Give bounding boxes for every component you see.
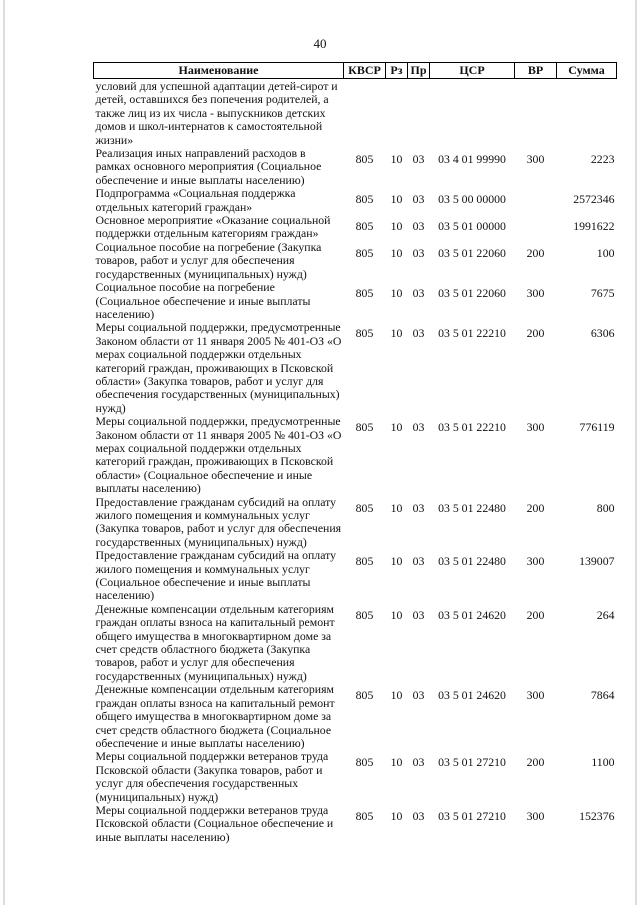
table-row [94,415,617,495]
cell-csr: 03 5 01 22060 [438,245,506,260]
cell-csr: 03 5 01 00000 [438,219,506,234]
cell-kvsr: 805 [355,152,374,167]
cell-name: Денежные компенсации отдельным категориям граждан оплаты взноса на капитальный ремонт общего имущества в многоквартирном доме за счет средств областного бюджета (Социальное обеспечение и иные выплаты населению) [95,682,335,750]
cell-kvsr: 805 [355,219,374,234]
cell-vr [515,79,557,148]
cell-kvsr: 805 [355,420,374,435]
cell-csr: 03 5 01 24620 [438,688,506,703]
cell-name: Предоставление гражданам субсидий на оплату жилого помещения и коммунальных услуг (Закупка товаров, работ и услуг для обеспечения государственных (муниципальных) нужд) [95,494,342,549]
header-name: Наименование [94,63,344,79]
cell-sum: 2223 [590,152,615,167]
header-csr: ЦСР [430,63,515,79]
cell-csr: 03 5 01 22480 [438,554,506,569]
cell-pr: 03 [412,152,425,167]
cell-vr: 300 [526,554,545,569]
cell-kvsr: 805 [355,286,374,301]
cell-rz: 10 [390,219,403,234]
table-row [94,804,617,844]
cell-csr: 03 5 01 27210 [438,755,506,770]
page-left-edge [3,0,5,905]
cell-csr: 03 5 01 24620 [438,607,506,622]
cell-pr: 03 [412,755,425,770]
cell-name: Социальное пособие на погребение (Социальное обеспечение и иные выплаты населению) [95,280,311,321]
cell-pr: 03 [412,192,425,207]
cell-csr: 03 5 01 22210 [438,420,506,435]
cell-name: условий для успешной адаптации детей-сирот и детей, оставшихся без попечения родителей, а также лиц из их числа - выпускников детских домов и школ-интернатов к самостоятельной жизни» [95,79,338,147]
cell-sum: 152376 [579,808,615,823]
table-row [94,496,617,550]
page-right-edge [635,0,637,905]
cell-rz: 10 [390,607,403,622]
header-rz: Рз [386,63,408,79]
cell-name: Меры социальной поддержки ветеранов труда Псковской области (Социальное обеспечение и иные выплаты населению) [95,802,334,844]
budget-table [93,62,617,844]
cell-kvsr: 805 [355,755,374,770]
table-row [94,321,617,415]
table-header-row [94,63,617,79]
cell-rz: 10 [390,192,403,207]
table-row [94,147,617,187]
cell-vr: 200 [526,245,545,260]
cell-csr: 03 5 01 22480 [438,500,506,515]
cell-sum: 800 [596,500,615,515]
cell-csr [430,79,515,148]
table-body [94,79,617,845]
cell-kvsr: 805 [355,554,374,569]
table-row [94,549,617,603]
table-row [94,683,617,750]
cell-name: Подпрограмма «Социальная поддержка отдельных категорий граждан» [95,186,296,214]
cell-name: Предоставление гражданам субсидий на оплату жилого помещения и коммунальных услуг (Социальное обеспечение и иные выплаты населению) [95,548,337,603]
cell-vr: 300 [526,286,545,301]
cell-name: Меры социальной поддержки, предусмотренные Законом области от 11 января 2005 № 401-ОЗ «О мерах социальной поддержки отдельных категорий граждан, проживающих в Псковской области» (Закупка товаров, работ и услуг для обеспечения государственных (муниципальных) нужд) [95,320,342,415]
cell-rz: 10 [390,245,403,260]
header-sum: Сумма [557,63,617,79]
cell-name: Основное мероприятие «Оказание социальной поддержки отдельным категориям граждан» [95,213,331,241]
cell-pr: 03 [412,607,425,622]
cell-pr: 03 [412,688,425,703]
cell-sum: 264 [596,607,615,622]
cell-name: Социальное пособие на погребение (Закупка товаров, работ и услуг для обеспечения государственных (муниципальных) нужд) [95,239,322,281]
cell-csr: 03 5 01 22210 [438,326,506,341]
cell-kvsr [344,79,386,148]
cell-rz: 10 [390,688,403,703]
cell-vr: 200 [526,607,545,622]
cell-csr: 03 5 01 22060 [438,286,506,301]
table-row [94,603,617,683]
cell-csr: 03 4 01 99990 [438,152,506,167]
cell-vr [515,214,557,241]
cell-pr: 03 [412,245,425,260]
cell-csr: 03 5 01 27210 [438,808,506,823]
cell-name: Денежные компенсации отдельным категориям граждан оплаты взноса на капитальный ремонт общего имущества в многоквартирном доме за счет средств областного бюджета (Закупка товаров, работ и услуг для обеспечения государственных (муниципальных) нужд) [95,601,335,683]
cell-rz: 10 [390,420,403,435]
table-row [94,241,617,281]
cell-rz: 10 [390,152,403,167]
cell-rz: 10 [390,808,403,823]
cell-pr: 03 [412,286,425,301]
cell-kvsr: 805 [355,808,374,823]
page-number: 40 [313,36,327,51]
cell-vr: 200 [526,326,545,341]
cell-name: Меры социальной поддержки ветеранов труда Псковской области (Закупка товаров, работ и услуг для обеспечения государственных (муниципальных) нужд) [95,749,329,804]
cell-vr: 200 [526,755,545,770]
cell-rz [386,79,408,148]
cell-vr [515,187,557,214]
cell-rz: 10 [390,500,403,515]
cell-sum: 1100 [591,755,615,770]
table-row [94,281,617,321]
cell-pr: 03 [412,326,425,341]
cell-sum [557,79,617,148]
table-row [94,214,617,241]
cell-rz: 10 [390,286,403,301]
cell-sum: 7864 [590,688,615,703]
cell-kvsr: 805 [355,607,374,622]
cell-vr: 200 [526,500,545,515]
cell-rz: 10 [390,755,403,770]
cell-sum: 100 [596,245,615,260]
cell-kvsr: 805 [355,192,374,207]
cell-pr: 03 [412,808,425,823]
cell-sum: 2572346 [573,192,615,207]
cell-pr: 03 [412,219,425,234]
cell-pr: 03 [412,500,425,515]
cell-rz: 10 [390,554,403,569]
cell-vr: 300 [526,420,545,435]
cell-csr: 03 5 00 00000 [438,192,506,207]
cell-sum: 776119 [579,420,615,435]
cell-vr: 300 [526,808,545,823]
cell-kvsr: 805 [355,326,374,341]
cell-rz: 10 [390,326,403,341]
header-pr: Пр [408,63,430,79]
cell-pr: 03 [412,554,425,569]
cell-sum: 6306 [590,326,615,341]
table-row [94,187,617,214]
table-row [94,79,617,148]
cell-kvsr: 805 [355,688,374,703]
cell-pr: 03 [412,420,425,435]
cell-kvsr: 805 [355,245,374,260]
table-row [94,750,617,804]
cell-kvsr: 805 [355,500,374,515]
header-vr: ВР [515,63,557,79]
cell-pr [408,79,430,148]
header-kvsr: КВСР [344,63,386,79]
cell-vr: 300 [526,152,545,167]
cell-vr: 300 [526,688,545,703]
cell-name: Меры социальной поддержки, предусмотренные Законом области от 11 января 2005 № 401-ОЗ «О мерах социальной поддержки отдельных категорий граждан, проживающих в Псковской области» (Социальное обеспечение и иные выплаты населению) [95,414,342,496]
cell-sum: 1991622 [573,219,615,234]
cell-sum: 139007 [579,554,615,569]
cell-sum: 7675 [590,286,615,301]
cell-name: Реализация иных направлений расходов в рамках основного мероприятия (Социальное обеспечение и иные выплаты населению) [95,146,322,187]
